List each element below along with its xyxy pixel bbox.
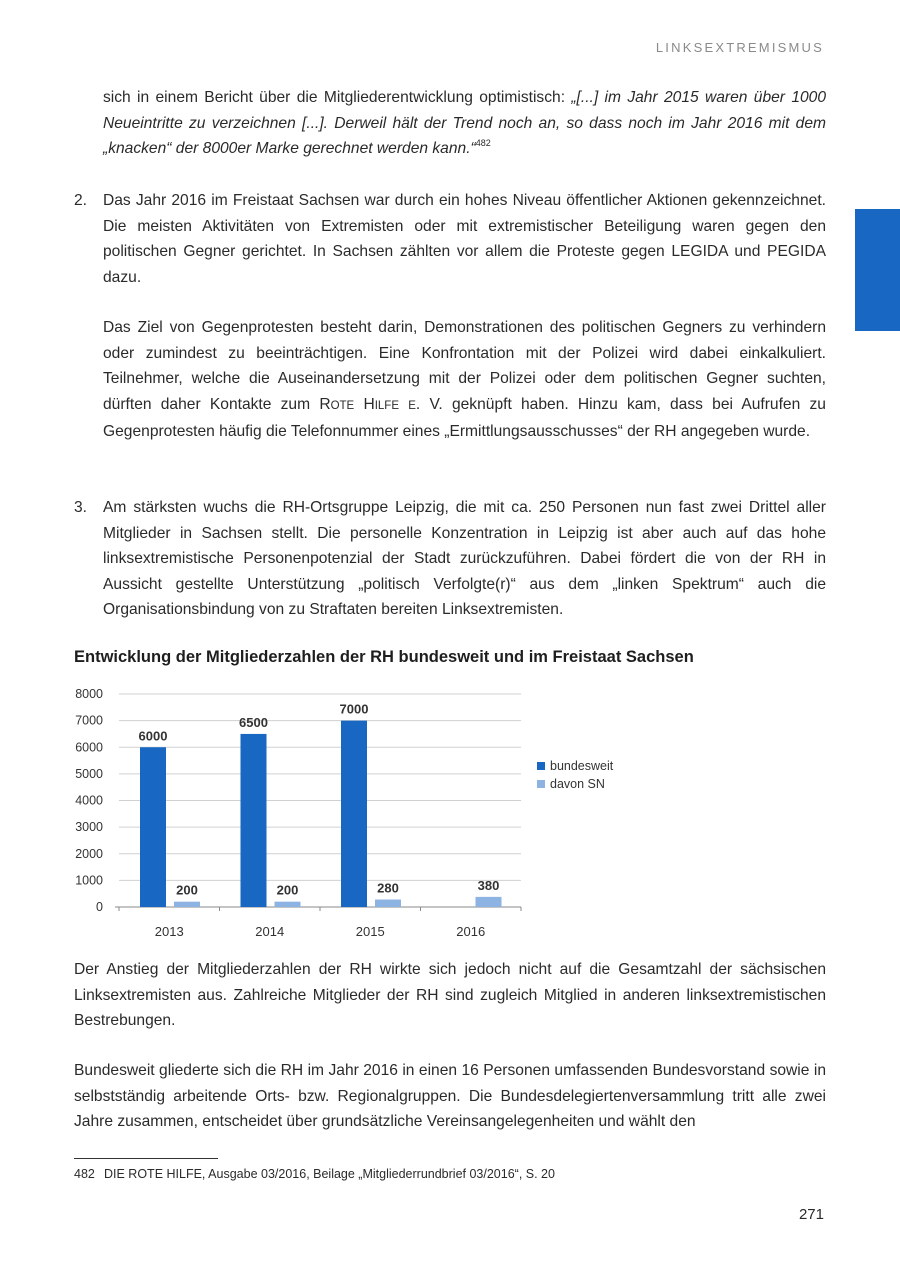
- y-tick-label: 2000: [75, 846, 103, 861]
- x-tick-label: 2013: [154, 924, 184, 939]
- post-chart-paragraph-1: Der Anstieg der Mitgliederzahlen der RH wirkte sich jedoch nicht auf die Gesamtzahl der sächsischen Linksextremisten aus. Zahlreiche Mitglieder der RH sind zugleich Mitglied in anderen linksextremistischen Bestrebungen.: [74, 961, 826, 1029]
- chart-legend: [537, 759, 614, 791]
- intro-paragraph: [103, 85, 826, 162]
- org-name-ote: OTE: [330, 399, 355, 412]
- legend-swatch: [537, 780, 545, 788]
- x-tick-label: 2016: [456, 924, 486, 939]
- footnote-text: DIE ROTE HILFE, Ausgabe 03/2016, Beilage „Mitgliederrundbrief 03/2016“, S. 20: [104, 1167, 555, 1181]
- post-chart-paragraph-2: Bundesweit gliederte sich die RH im Jahr 2016 in einen 16 Personen umfassenden Bundesvorstand sowie in selbstständig arbeitende Orts- bzw. Regionalgruppen. Die Bundesdelegiertenversammlung tritt alle zwei Jahre zusammen, entscheidet über grundsätzliche Vereinsangelegenheiten und wählt den: [74, 1062, 826, 1130]
- page-number: 271: [798, 1206, 824, 1223]
- data-label: 280: [377, 880, 399, 896]
- data-label: 200: [176, 882, 198, 898]
- bar-davon-sn: [174, 902, 200, 907]
- org-name-ilfe: ILFE: [374, 399, 399, 412]
- y-tick-label: 3000: [75, 820, 103, 835]
- data-label: 380: [477, 877, 500, 893]
- membership-bar-chart: [60, 680, 660, 945]
- y-tick-label: 7000: [75, 713, 103, 728]
- bar-davon-sn: [375, 900, 401, 907]
- y-tick-label: 8000: [75, 687, 103, 701]
- y-tick-label: 5000: [75, 766, 103, 781]
- chart-title: Entwicklung der Mitgliederzahlen der RH bundesweit und im Freistaat Sachsen: [74, 648, 694, 666]
- x-tick-label: 2014: [255, 924, 285, 939]
- bar-davon-sn: [476, 897, 502, 907]
- list-number-3: 3.: [74, 499, 88, 516]
- footnote-divider: [74, 1158, 218, 1159]
- bar-bundesweit: [140, 747, 166, 907]
- footnote-reference[interactable]: 482: [475, 138, 491, 148]
- bar-bundesweit: [241, 734, 267, 907]
- footnote-number: 482: [74, 1167, 95, 1181]
- y-tick-label: 1000: [75, 873, 103, 888]
- data-label: 7000: [339, 701, 369, 717]
- continuation-text-before: Das Ziel von Gegenprotesten besteht darin, Demonstrationen des politischen Gegners zu verhindern oder zumindest zu beeinträchtigen. Eine Konfrontation mit der Polizei wird dabei einkalkuliert. Teilnehmer, welche die Auseinandersetzung mit der Polizei oder dem politischen Gegner suchten, dürften daher Kontakte zum: [103, 319, 826, 413]
- chart-gridlines: [119, 694, 521, 880]
- bar-bundesweit: [341, 721, 367, 907]
- legend-label: davon SN: [550, 777, 605, 791]
- data-label: 200: [276, 882, 299, 898]
- x-tick-label: 2015: [355, 924, 385, 939]
- org-name-h: H: [363, 395, 375, 413]
- chapter-tab-marker: [855, 209, 900, 331]
- list-item-3-paragraph: Am stärksten wuchs die RH-Ortsgruppe Leipzig, die mit ca. 250 Personen nun fast zwei Drittel aller Mitglieder in Sachsen stellt. Die personelle Konzentration in Leipzig ist aber auch auf das hohe linksextremistische Personenpotenzial der Stadt zurückzuführen. Dabei fördert die von der RH in Aussicht gestellte Unterstützung „politisch Verfolgte(r)“ aus dem „linken Spektrum“ auch die Organisationsbindung von zu Straftaten bereiten Linksextremisten.: [103, 499, 826, 618]
- org-name-r: R: [319, 395, 331, 413]
- intro-quote: „[...] im Jahr 2015 waren über 1000 Neueintritte zu verzeichnen [...]. Derweil hält der Trend noch an, so dass noch im Jahr 2016 mit dem „knacken“ der 8000er Marke gerechnet werden kann.“: [103, 89, 827, 157]
- org-name-e: E: [408, 399, 416, 412]
- chart-bars: [140, 721, 502, 907]
- legend-swatch: [537, 762, 545, 770]
- running-header: LINKSEXTREMISMUS: [655, 40, 824, 55]
- data-label: 6500: [239, 714, 268, 730]
- intro-lead: sich in einem Bericht über die Mitgliederentwicklung optimistisch:: [103, 89, 572, 106]
- bar-davon-sn: [275, 902, 301, 907]
- legend-label: bundesweit: [550, 759, 614, 773]
- continuation-text-after: . V. geknüpft haben. Hinzu kam, dass bei Aufrufen zu Gegenprotesten häufig die Telefonnummer eines „Ermittlungsausschusses“ der RH angegeben wurde.: [103, 395, 826, 440]
- list-item-2-paragraph: Das Jahr 2016 im Freistaat Sachsen war durch ein hohes Niveau öffentlicher Aktionen gekennzeichnet. Die meisten Aktivitäten von Extremisten oder mit extremistischer Beteiligung waren gegen den politischen Gegner gerichtet. In Sachsen zählten vor allem die Proteste gegen LEGIDA und PEGIDA dazu.: [103, 192, 826, 286]
- list-item-2-continuation: [103, 315, 826, 445]
- data-label: 6000: [138, 728, 168, 744]
- y-tick-label: 4000: [75, 793, 103, 808]
- y-tick-label: 6000: [75, 740, 103, 755]
- chart-data-labels: [139, 702, 500, 898]
- y-tick-label: 0: [96, 900, 103, 914]
- footnote: [74, 1167, 555, 1181]
- list-number-2: 2.: [74, 192, 88, 209]
